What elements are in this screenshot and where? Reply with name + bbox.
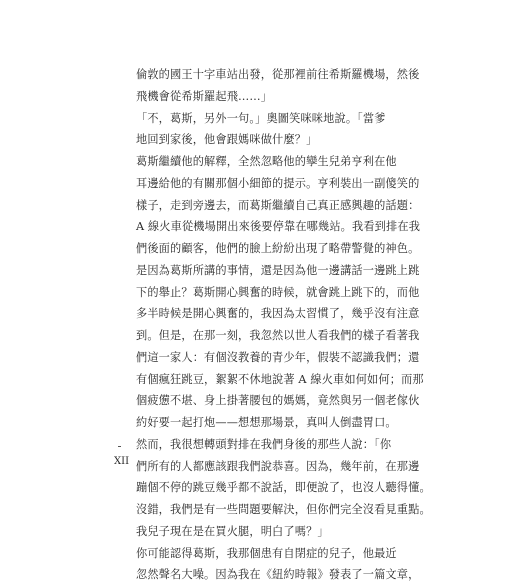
text-line: 耳邊給他的有關那個小細節的提示。亨利裝出一副傻笑的: [136, 176, 420, 190]
text-line: 地回到家後，他會跟媽咪做什麼？」: [136, 133, 318, 147]
text-line: A 線火車從機場開出來後要停靠在哪幾站。我看到排在我: [136, 220, 421, 234]
page-number: XII: [114, 456, 130, 467]
text-line: 沒錯，我們是有一些問題要解決，但你們完全沒看見重點。: [136, 503, 431, 516]
text-line: 們這一家人：有個沒教養的青少年，假裝不認識我們；還: [136, 350, 420, 364]
text-line: 個疲憊不堪、身上掛著腰包的媽媽，竟然與另一個老傢伙: [136, 394, 420, 408]
body-text: [136, 64, 431, 586]
text-line: 然而，我很想轉頭對排在我們身後的那些人說：「你: [136, 437, 392, 451]
text-line: 多半時候是開心興奮的，我因為太習慣了，幾乎沒有注意: [136, 307, 420, 321]
text-line: 「不，葛斯，另外一句。」奧圖笑咪咪地說。「當爹: [136, 111, 386, 125]
text-line: 下的舉止？葛斯開心興奮的時候，就會跳上跳下的，而他: [136, 285, 420, 299]
text-line: 樣子，走到旁邊去，而葛斯繼續自己真正感興趣的話題：: [136, 198, 420, 212]
text-line: 約好要一起打炮——想想那場景，真叫人倒盡胃口。: [136, 416, 397, 429]
text-line: 到。但是，在那一刻，我忽然以世人看我們的樣子看著我: [136, 329, 420, 342]
text-line: 蹦個不停的跳豆幾乎都不說話，即便說了，也沒人聽得懂。: [136, 481, 431, 495]
text-line: 忽然聲名大噪。因為我在《紐約時報》發表了一篇文章，: [136, 568, 420, 582]
text-line: 我兒子現在是在買火腿，明白了嗎？」: [136, 524, 329, 538]
text-line: 有個瘋狂跳豆，絮絮不休地說著 A 線火車如何如何；而那: [136, 372, 424, 386]
text-line: 們所有的人都應該跟我們說恭喜。因為，幾年前，在那邊: [136, 459, 420, 473]
text-line: 倫敦的國王十字車站出發，從那裡前往希斯羅機場，然後: [136, 68, 420, 81]
folio-mark: [118, 446, 121, 447]
text-line: 葛斯繼續他的解釋，全然忽略他的孿生兒弟亨利在他: [136, 155, 397, 168]
text-line: 是因為葛斯所講的事情，還是因為他一邊講話一邊跳上跳: [136, 263, 420, 277]
text-line: 飛機會從希斯羅起飛……」: [136, 89, 273, 103]
text-line: 你可能認得葛斯，我那個患有自閉症的兒子，他最近: [136, 546, 397, 560]
text-line: 們後面的顧客，他們的臉上紛紛出現了略帶警覺的神色。: [136, 242, 420, 255]
